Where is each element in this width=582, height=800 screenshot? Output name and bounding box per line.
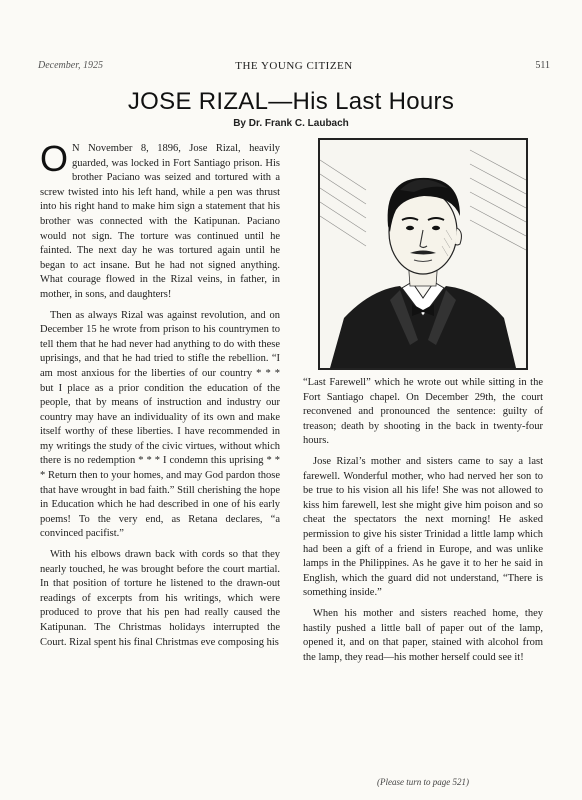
paragraph: Then as always Rizal was against revolution, and on December 15 he wrote from prison to his countrymen to tell them that he had never had anything to do with these uprisings, and that he had tried to stifle the rebellion. “I am most anxious for the liberties of our country * * * but I place as a prior condition the education of the people, that by means of instruction and industry our country may have an individuality of its own and make itself worthy of these liberties. I have recommended in my writings the study of the civic virtues, without which there is no redemption * * * I condemn this uprising * * * Return then to your homes, and may God pardon those that have wrought in bad faith.” Still cherishing the hope in Education which he had described in one of his early poems! To the very end, as Retana declares, “a convinced pacifist.”	[40, 309, 280, 540]
paragraph: When his mother and sisters reached home, they hastily pushed a little ball of paper out of the lamp, opened it, and on that paper, stained with alcohol from the lamp, they read—his mother herself could see it!	[303, 607, 543, 663]
page-header	[38, 60, 550, 74]
paragraph: With his elbows drawn back with cords so that they nearly touched, he was brought before the court martial. In that position of torture he listened to the drawn-out readings of excerpts from his writings, which were produced to prove that his pen had really caused the Katipunan. The Christmas holidays interrupted the Court. Rizal spent his final Christmas eve composing his	[40, 549, 280, 648]
publication-name: THE YOUNG CITIZEN	[235, 60, 353, 72]
page-number: 511	[535, 60, 550, 71]
paragraph: “Last Farewell” which he wrote out while sitting in the Fort Santiago chapel. On December 29th, the court reconvened and pronounced the sentence: guilty of treason; death by shooting in the back in twenty-four hours.	[303, 377, 543, 447]
paragraph	[40, 138, 280, 303]
article-byline: By Dr. Frank C. Laubach	[233, 118, 349, 129]
article-title: JOSE RIZAL—His Last Hours	[127, 88, 455, 115]
drop-cap: O	[40, 138, 69, 179]
paragraph-text: N November 8, 1896, Jose Rizal, heavily guarded, was locked in Fort Santiago prison. His brother Paciano was seized and tortured with a screw twisted into his left hand, while a pen was thrust into his right hand to make him sign a statement that his brother was connected with the Katipunan. Paciano would not sign. The torture was continued until he fainted. The next day he was tortured again until he began to act insane. But he had not signed anything. What courage flowed in the Rizal veins, in father, in mother, in sons, and daughters!	[40, 143, 280, 300]
rizal-portrait-icon	[320, 140, 526, 368]
issue-date: December, 1925	[38, 60, 103, 71]
continuation-note: (Please turn to page 521)	[377, 777, 469, 787]
left-column	[40, 138, 280, 656]
right-column	[303, 376, 543, 671]
paragraph: Jose Rizal’s mother and sisters came to say a last farewell. Wonderful mother, who had nerved her son to be true to his vision all his life! She was not allowed to kiss him farewell, lest she might give him poison and so cheat the spectators the next morning! He asked permission to give his sister Trinidad a little lamp which had been a gift of a friend in Europe, and was unlike lamps in the Philippines. As he gave it to her he said in English, which the guard did not understand, “There is something inside.”	[303, 455, 543, 599]
portrait-illustration	[318, 138, 528, 370]
